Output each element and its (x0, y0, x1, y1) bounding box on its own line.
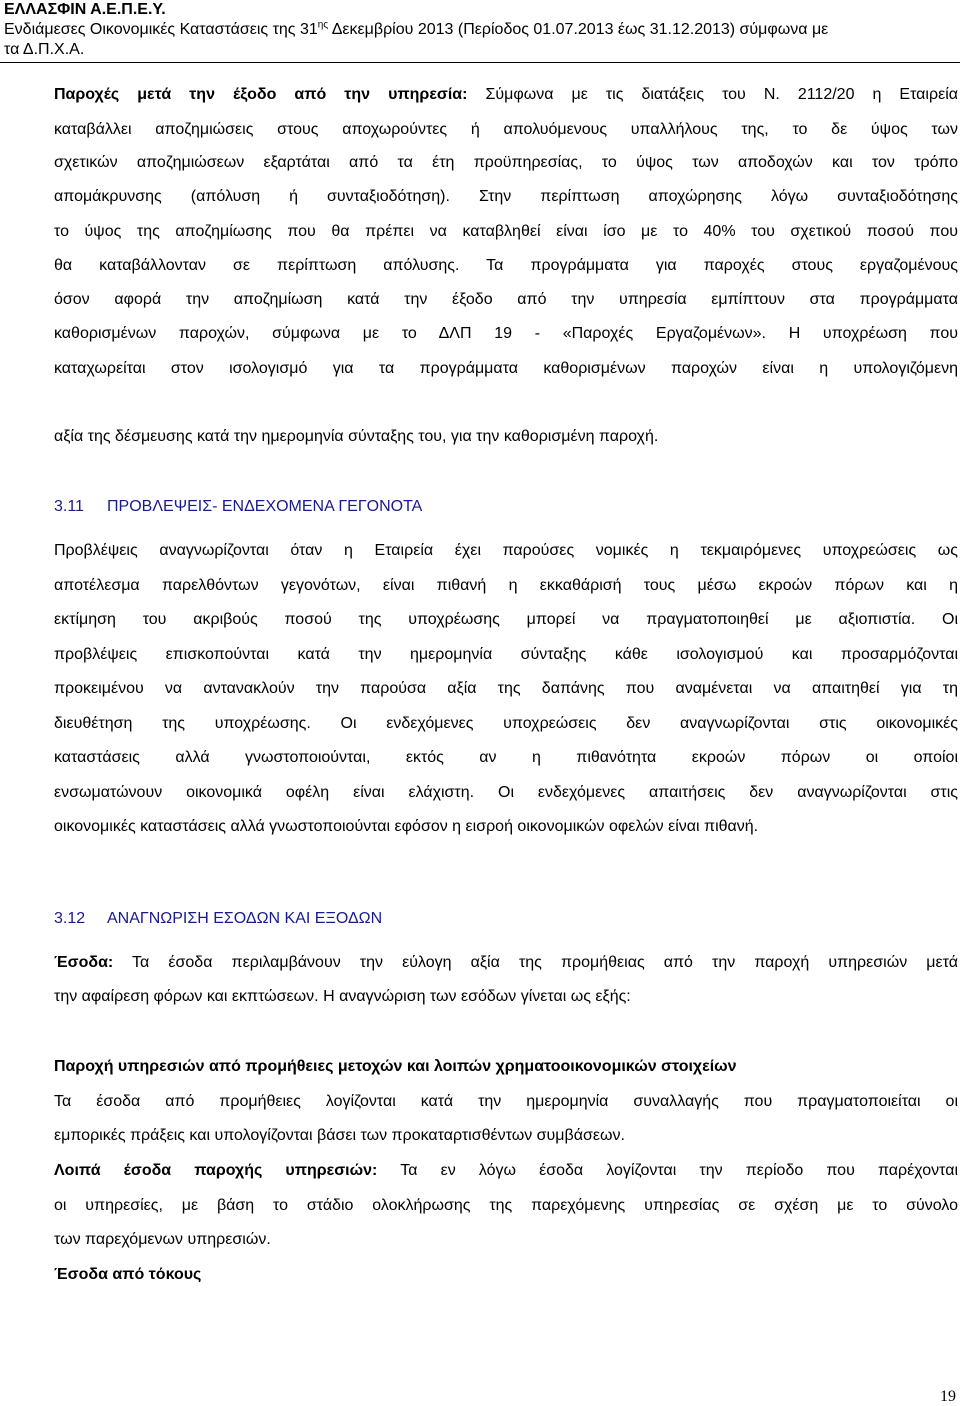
paragraph-line: σχετικών αποζημιώσεων εξαρτάται από τα έτη προϋπηρεσίας, το ύψος των αποδοχών και τον τρόπο (54, 154, 958, 171)
paragraph-line: όσον αφορά την αποζημίωση κατά την έξοδο από την υπηρεσία εμπίπτουν στα προγράμματα (54, 291, 958, 308)
subheading-commission-services: Παροχή υπηρεσιών από προμήθειες μετοχών και λοιπών χρηματοοικονομικών στοιχείων (54, 1058, 737, 1075)
paragraph-line: καθορισμένων παροχών, σύμφωνα με το ΔΛΠ 19 - «Παροχές Εργαζομένων». Η υποχρέωση που (54, 325, 958, 342)
paragraph-line: εμπορικές πράξεις και υπολογίζονται βάσει των προκαταρτισθέντων συμβάσεων. (54, 1127, 625, 1144)
paragraph-line: καταστάσεις αλλά γνωστοποιούνται, εκτός αν η πιθανότητα εκροών πόρων οι οποίοι (54, 749, 958, 766)
paragraph-line: απομάκρυνσης (απόλυση ή συνταξιοδότηση). Στην περίπτωση αποχώρησης λόγω συνταξιοδότησης (54, 188, 958, 205)
section-heading-3-12: 3.12 ΑΝΑΓΝΩΡΙΣΗ ΕΣΟΔΩΝ ΚΑΙ ΕΞΟΔΩΝ (54, 910, 383, 927)
paragraph-line: προκειμένου να αντανακλούν την παρούσα αξία της δαπάνης που αναμένεται να απαιτηθεί για τη (54, 680, 958, 697)
section-heading-3-11: 3.11 ΠΡΟΒΛΕΨΕΙΣ- ΕΝΔΕΧΟΜΕΝΑ ΓΕΓΟΝΟΤΑ (54, 498, 423, 515)
paragraph-line: προβλέψεις επισκοπούνται κατά την ημερομηνία σύνταξης κάθε ισολογισμού και προσαρμόζονται (54, 646, 958, 663)
paragraph-line: αποτέλεσμα παρελθόντων γεγονότων, είναι πιθανή η εκκαθάρισή τους μέσω εκροών πόρων και η (54, 577, 958, 594)
paragraph-line (54, 393, 958, 413)
subheading-interest-income: Έσοδα από τόκους (54, 1266, 202, 1283)
document-header-standard: τα Δ.Π.Χ.Α. (4, 41, 85, 58)
paragraph-line: διευθέτηση της υποχρέωσης. Οι ενδεχόμενες υποχρεώσεις δεν αναγνωρίζονται στις οικονομικές (54, 715, 958, 732)
paragraph-line: Λοιπά έσοδα παροχής υπηρεσιών: Τα εν λόγω έσοδα λογίζονται την περίοδο που παρέχονται (54, 1162, 958, 1179)
paragraph-line: Έσοδα: Τα έσοδα περιλαμβάνουν την εύλογη αξία της προμήθειας από την παροχή υπηρεσιών μετά (54, 954, 958, 971)
header-divider (0, 62, 960, 63)
document-header-company: ΕΛΛΑΣΦΙΝ Α.Ε.Π.Ε.Υ. (4, 1, 166, 18)
paragraph-line: θα καταβάλλονταν σε περίπτωση απόλυσης. Τα προγράμματα για παροχές στους εργαζομένους (54, 257, 958, 274)
paragraph-line: καταβάλλει αποζημιώσεις στους αποχωρούντες ή απολυόμενους υπαλλήλους της, το δε ύψος των (54, 121, 958, 138)
paragraph-line: οι υπηρεσίες, με βάση το στάδιο ολοκλήρωσης της παρεχόμενης υπηρεσίας σε σχέση με το σύνολο (54, 1197, 958, 1214)
paragraph-line: Παροχές μετά την έξοδο από την υπηρεσία: Σύμφωνα με τις διατάξεις του Ν. 2112/20 η Εταιρεία (54, 86, 958, 103)
paragraph-line: ενσωματώνουν οικονομικά οφέλη είναι ελάχιστη. Οι ενδεχόμενες απαιτήσεις δεν αναγνωρίζονται στις (54, 784, 958, 801)
paragraph-line: οικονομικές καταστάσεις αλλά γνωστοποιούνται εφόσον η εισροή οικονομικών οφελών είναι πιθανή. (54, 818, 759, 835)
paragraph-line: εκτίμηση του ακριβούς ποσού της υποχρέωσης μπορεί να πραγματοποιηθεί με αξιοπιστία. Οι (54, 611, 958, 628)
paragraph-line: την αφαίρεση φόρων και εκπτώσεων. Η αναγνώριση των εσόδων γίνεται ως εξής: (54, 988, 631, 1005)
paragraph-line: των παρεχόμενων υπηρεσιών. (54, 1231, 271, 1248)
paragraph-line: αξία της δέσμευσης κατά την ημερομηνία σύνταξης του, για την καθορισμένη παροχή. (54, 428, 659, 445)
paragraph-line: Τα έσοδα από προμήθειες λογίζονται κατά την ημερομηνία συναλλαγής που πραγματοποιείται οι (54, 1093, 958, 1110)
page-number: 19 (940, 1388, 956, 1405)
paragraph-line: Προβλέψεις αναγνωρίζονται όταν η Εταιρεία έχει παρούσες νομικές η τεκμαιρόμενες υποχρεώσεις ως (54, 542, 958, 559)
paragraph-line: καταχωρείται στον ισολογισμό για τα προγράμματα καθορισμένων παροχών είναι η υπολογιζόμενη (54, 360, 958, 377)
document-header-title: Ενδιάμεσες Οικονομικές Καταστάσεις της $31^{\eta\varsigma}$ Δεκεμβρίου 2013 (Περίοδος 01.07.2013 έως 31.12.2013) σύμφωνα με (4, 19, 829, 38)
paragraph-line: το ύψος της αποζημίωσης που θα πρέπει να καταβληθεί είναι ίσο με το 40% του σχετικού ποσού που (54, 223, 958, 240)
